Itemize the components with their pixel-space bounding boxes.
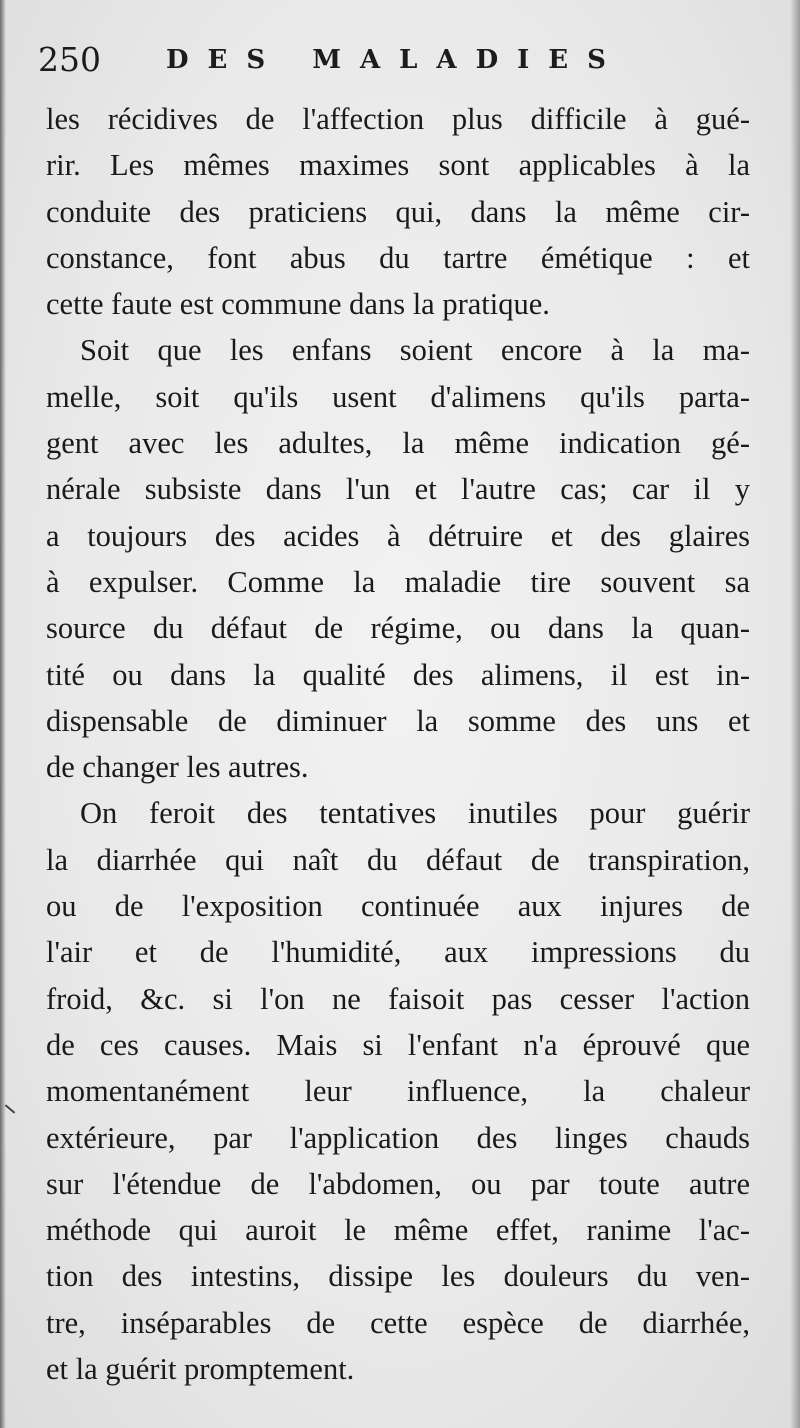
text-line: la diarrhée qui naît du défaut de transpiration, [46, 842, 750, 877]
text-line: extérieure, par l'application des linges chauds [46, 1120, 750, 1155]
text-line: de ces causes. Mais si l'enfant n'a éprouvé que [46, 1027, 750, 1062]
text-line: et la guérit promptement. [46, 1352, 355, 1387]
text-line: melle, soit qu'ils usent d'alimens qu'ils parta- [46, 379, 750, 414]
text-line: tre, inséparables de cette espèce de diarrhée, [46, 1305, 750, 1340]
text-line: froid, &c. si l'on ne faisoit pas cesser l'action [46, 981, 750, 1016]
text-line: sur l'étendue de l'abdomen, ou par toute autre [46, 1166, 750, 1201]
text-line: dispensable de diminuer la somme des uns et [46, 703, 750, 738]
text-line: Soit que les enfans soient encore à la ma- [80, 333, 750, 368]
text-line: constance, font abus du tartre émétique : et [46, 240, 750, 275]
text-line: On feroit des tentatives inutiles pour guérir [80, 796, 750, 831]
text-line: cette faute est commune dans la pratique. [46, 287, 550, 322]
paragraph-2 [46, 327, 750, 790]
text-line: tion des intestins, dissipe les douleurs du ven- [46, 1259, 750, 1294]
text-line: tité ou dans la qualité des alimens, il est in- [46, 657, 750, 692]
text-line: gent avec les adultes, la même indication gé- [46, 426, 750, 461]
margin-mark [5, 1104, 15, 1113]
text-line: méthode qui auroit le même effet, ranime l'ac- [46, 1213, 750, 1248]
text-line: nérale subsiste dans l'un et l'autre cas; car il y [46, 472, 750, 507]
text-line: de changer les autres. [46, 750, 309, 785]
text-line: rir. Les mêmes maximes sont applicables à la [46, 148, 750, 183]
running-title: DES MALADIES [166, 45, 625, 75]
body-text [46, 96, 750, 1392]
paragraph-3 [46, 790, 750, 1392]
text-line: ou de l'exposition continuée aux injures de [46, 889, 750, 924]
text-line: a toujours des acides à détruire et des glaires [46, 518, 750, 553]
page-edge-shadow-right [790, 0, 800, 1428]
page-number: 250 [38, 40, 101, 79]
text-line: source du défaut de régime, ou dans la quan- [46, 611, 750, 646]
text-line: à expulser. Comme la maladie tire souvent sa [46, 564, 750, 599]
paragraph-1 [46, 96, 750, 327]
text-line: momentanément leur influence, la chaleur [46, 1074, 750, 1109]
text-line: conduite des praticiens qui, dans la même cir- [46, 194, 750, 229]
running-head [38, 40, 758, 80]
text-line: les récidives de l'affection plus difficile à gué- [46, 102, 750, 136]
text-line: l'air et de l'humidité, aux impressions du [46, 935, 750, 970]
page-edge-shadow-left [0, 0, 6, 1428]
